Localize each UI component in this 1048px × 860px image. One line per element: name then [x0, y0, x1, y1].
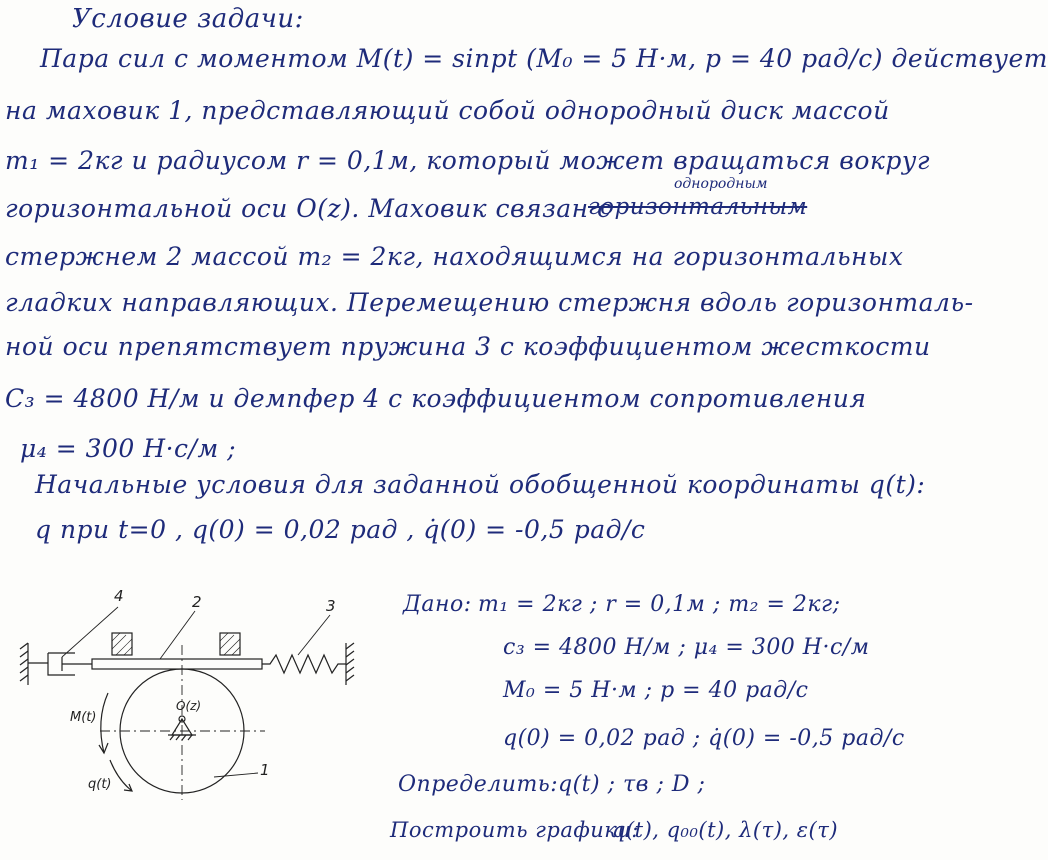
- problem-line-2: на маховик 1, представляющий собой однородный диск массой: [5, 96, 890, 125]
- given-label: Дано:: [403, 592, 472, 617]
- label-rod-2: 2: [192, 593, 202, 611]
- damper-4: [28, 653, 92, 675]
- label-coordinate: q(t): [88, 777, 112, 792]
- coordinate-arrow: [110, 760, 132, 791]
- guide-block-right: [220, 633, 240, 655]
- problem-line-11: q при t=0 , q(0) = 0,02 рад , q̇(0) = -0,5 рад/с: [35, 515, 646, 544]
- label-center-oz: O(z): [176, 699, 202, 713]
- given-line-1: m₁ = 2кг ; r = 0,1м ; m₂ = 2кг;: [478, 592, 841, 617]
- heading: Условие задачи:: [72, 4, 304, 34]
- given-line-2: c₃ = 4800 Н/м ; μ₄ = 300 Н·с/м: [503, 635, 870, 660]
- problem-line-1: Пара сил с моментом M(t) = sinpt (M₀ = 5 Н·м, p = 40 рад/с) действует: [40, 44, 1048, 73]
- mechanism-diagram: [0, 585, 380, 810]
- problem-line-9: μ₄ = 300 Н·с/м ;: [20, 434, 237, 463]
- given-line-3: M₀ = 5 Н·м ; p = 40 рад/с: [503, 678, 809, 703]
- struck-word: горизонтальным: [588, 194, 808, 220]
- label-damper-4: 4: [114, 587, 124, 605]
- find-label: Определить:: [398, 772, 559, 797]
- mechanism-figure: [0, 585, 380, 810]
- plot-text: q(t), q₀₀(t), λ(τ), ε(τ): [612, 818, 839, 842]
- rod-2: [92, 659, 262, 669]
- problem-line-8: C₃ = 4800 Н/м и демпфер 4 с коэффициентом сопротивления: [5, 384, 867, 413]
- inserted-word: однородным: [674, 176, 768, 192]
- problem-line-3: m₁ = 2кг и радиусом r = 0,1м, который может вращаться вокруг: [5, 146, 930, 175]
- problem-line-7: ной оси препятствует пружина 3 с коэффициентом жесткости: [5, 332, 931, 361]
- plot-label: Построить графики:: [390, 818, 639, 842]
- given-line-4: q(0) = 0,02 рад ; q̇(0) = -0,5 рад/с: [503, 726, 905, 751]
- problem-line-10: Начальные условия для заданной обобщенной координаты q(t):: [35, 470, 926, 499]
- label-flywheel-1: 1: [260, 761, 270, 779]
- problem-line-4: горизонтальной оси O(z). Маховик связан с: [5, 194, 612, 223]
- spring-3: [262, 655, 346, 673]
- label-moment: M(t): [70, 710, 97, 725]
- guide-block-left: [112, 633, 132, 655]
- find-text: q(t) ; τв ; D ;: [558, 772, 706, 797]
- problem-line-6: гладких направляющих. Перемещению стержня вдоль горизонталь-: [5, 288, 974, 317]
- problem-line-5: стержнем 2 массой m₂ = 2кг, находящимся на горизонтальных: [5, 242, 904, 271]
- label-spring-3: 3: [326, 597, 336, 615]
- moment-arrow: [101, 693, 108, 753]
